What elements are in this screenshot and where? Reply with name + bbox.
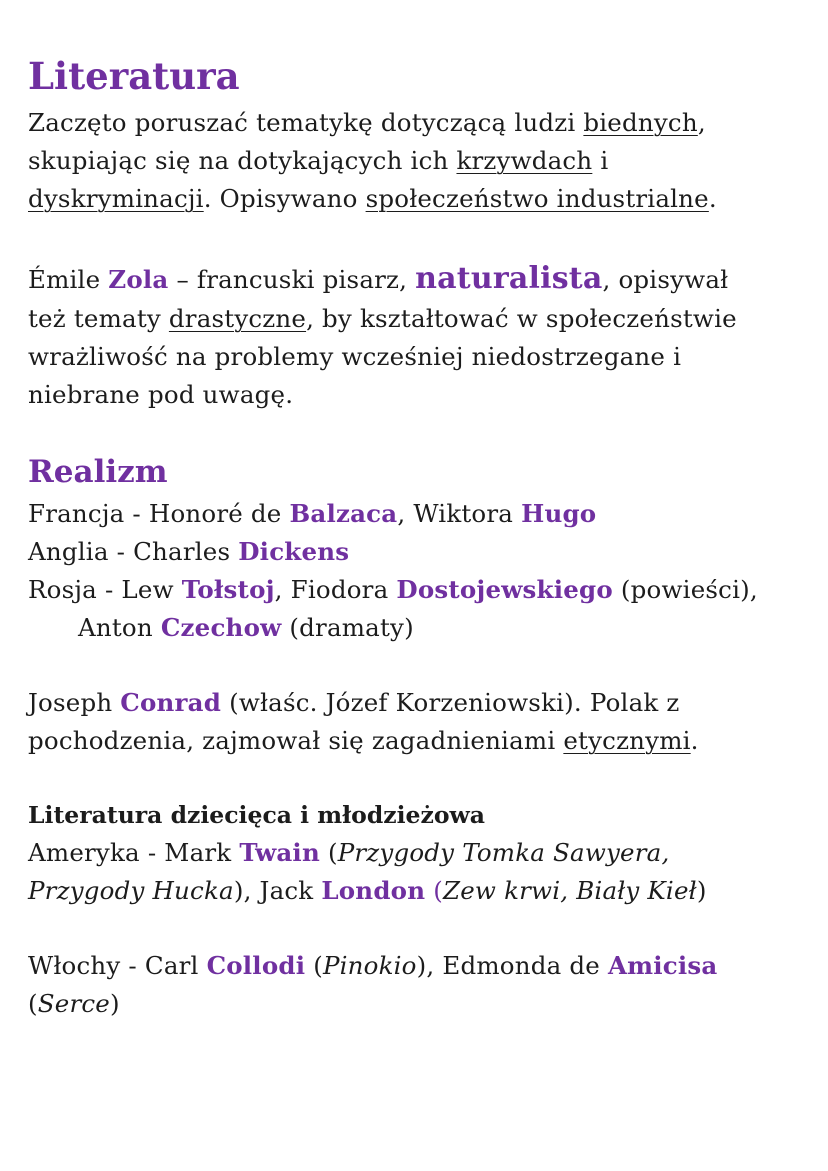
text-span: Joseph — [28, 688, 121, 717]
text-span: , Fiodora — [274, 575, 397, 604]
paragraph-line — [28, 722, 699, 760]
text-span: Rosja - Lew — [28, 575, 182, 604]
text-span: Émile — [28, 265, 109, 294]
book-title: Serce — [37, 989, 110, 1018]
text-span: skupiając się na dotykających ich — [28, 146, 457, 175]
underlined-term: etycznymi — [563, 726, 691, 755]
key-term: naturalista — [415, 261, 603, 296]
author-name: Hugo — [521, 499, 597, 528]
text-span: (dramaty) — [281, 613, 414, 642]
author-name: Twain — [239, 838, 320, 867]
underlined-term: dyskryminacji — [28, 184, 204, 213]
text-span: i — [592, 146, 609, 175]
heading-literatura: Literatura — [28, 54, 240, 98]
text-span: , opisywał — [602, 265, 729, 294]
list-item — [28, 533, 349, 571]
text-span: – francuski pisarz, — [168, 265, 416, 294]
author-name: Zola — [108, 265, 169, 294]
author-name: London — [321, 876, 426, 905]
paragraph-line: niebrane pod uwagę. — [28, 380, 294, 409]
author-name: Dickens — [238, 537, 350, 566]
text-span: pochodzenia, zajmował się zagadnieniami — [28, 726, 564, 755]
text-span: ) — [109, 989, 120, 1018]
text-span: ( — [433, 876, 443, 905]
text-span: ) — [696, 876, 707, 905]
paragraph-line — [28, 180, 717, 218]
underlined-term: krzywdach — [456, 146, 593, 175]
text-span: Francja - Honoré de — [28, 499, 290, 528]
text-span: Zaczęto poruszać tematykę dotyczącą ludzi — [28, 108, 584, 137]
list-item — [28, 495, 596, 533]
text-span: ), Edmonda de — [416, 951, 608, 980]
paragraph-line — [28, 947, 718, 985]
paragraph-line — [28, 104, 706, 142]
text-span: Włochy - Carl — [28, 951, 207, 980]
author-name: Amicisa — [607, 951, 718, 980]
author-name: Conrad — [120, 688, 222, 717]
text-span: . — [690, 726, 699, 755]
text-span: Anglia - Charles — [28, 537, 239, 566]
list-item — [28, 571, 758, 609]
book-title: Przygody Tomka Sawyera, — [337, 838, 670, 867]
heading-childrens-literature: Literatura dziecięca i młodzieżowa — [28, 801, 485, 829]
list-item — [78, 609, 414, 647]
paragraph-line — [28, 834, 669, 872]
text-span: Ameryka - Mark — [28, 838, 240, 867]
text-span: Anton — [78, 613, 161, 642]
text-span: (powieści), — [612, 575, 758, 604]
book-title: Zew krwi, Biały Kieł — [442, 876, 697, 905]
text-span: . — [708, 184, 717, 213]
text-span: , — [697, 108, 706, 137]
paragraph-line — [28, 872, 707, 910]
author-name: Dostojewskiego — [396, 575, 613, 604]
paragraph-line — [28, 985, 120, 1023]
text-span: ( — [319, 838, 338, 867]
text-span: . Opisywano — [203, 184, 366, 213]
paragraph-line — [28, 300, 737, 338]
author-name: Collodi — [206, 951, 306, 980]
underlined-term: społeczeństwo industrialne — [365, 184, 709, 213]
text-span: ( — [305, 951, 323, 980]
text-span: też tematy — [28, 304, 169, 333]
underlined-term: drastyczne — [168, 304, 307, 333]
author-name: Czechow — [160, 613, 282, 642]
text-span: ( — [28, 989, 38, 1018]
book-title: Pinokio — [322, 951, 417, 980]
book-title: Przygody Hucka — [28, 876, 234, 905]
text-span: , Wiktora — [397, 499, 522, 528]
paragraph-line: wrażliwość na problemy wcześniej niedostrzegane i — [28, 342, 682, 371]
text-span: ), Jack — [233, 876, 322, 905]
heading-realizm: Realizm — [28, 454, 168, 490]
paragraph-line — [28, 260, 728, 299]
author-name: Balzaca — [289, 499, 398, 528]
paragraph-line — [28, 142, 608, 180]
underlined-term: biednych — [583, 108, 698, 137]
author-name: Tołstoj — [181, 575, 275, 604]
text-span: (właśc. Józef Korzeniowski). Polak z — [221, 688, 680, 717]
text-span: , by kształtować w społeczeństwie — [306, 304, 737, 333]
paragraph-line — [28, 684, 680, 722]
